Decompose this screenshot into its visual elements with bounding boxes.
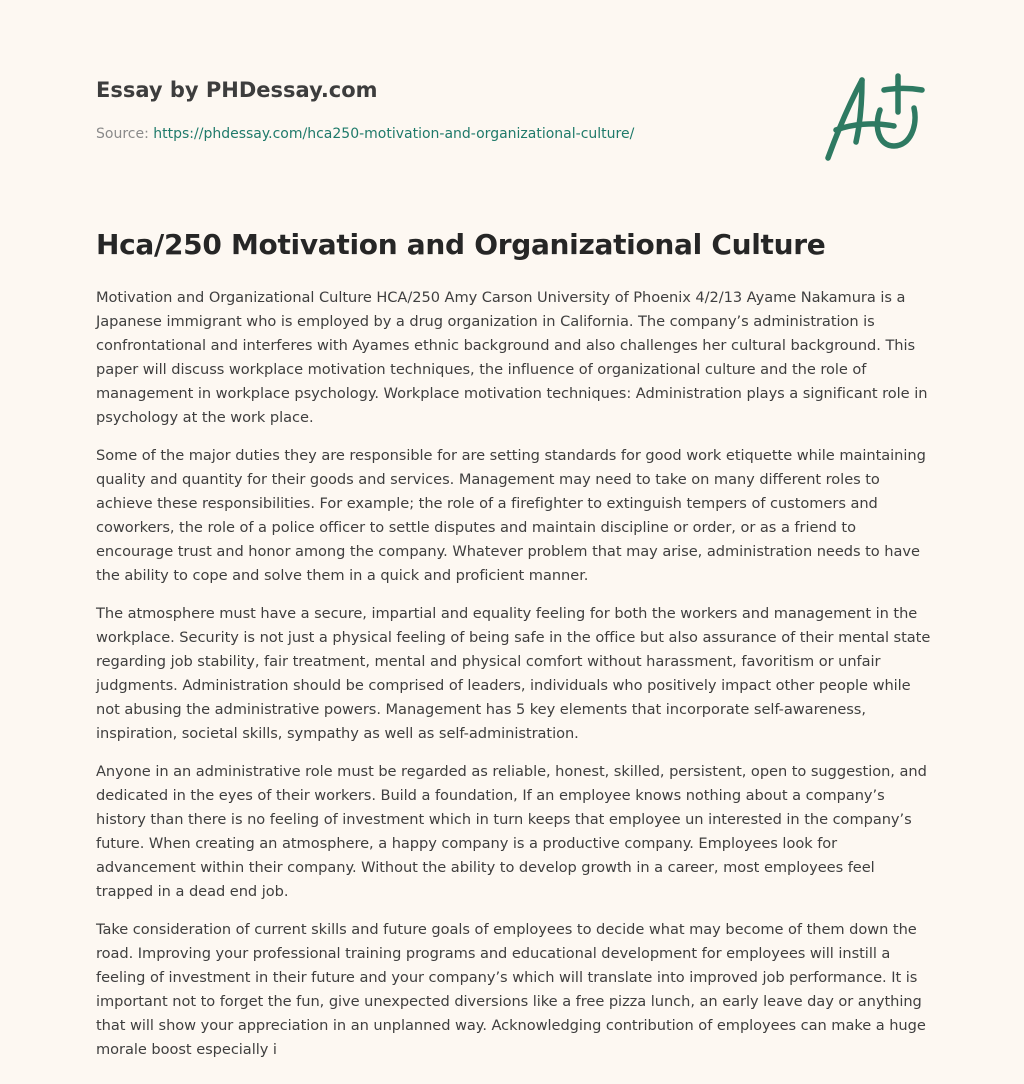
source-link[interactable]: https://phdessay.com/hca250-motivation-and-organizational-culture/ bbox=[153, 126, 635, 142]
essay-paragraph: Anyone in an administrative role must be regarded as reliable, honest, skilled, persistent, open to suggestion, and dedicated in the eyes of their workers. Build a foundation, If an employee knows nothing about a company’s history than there is no feeling of investment which in turn keeps that employee un interested in the company’s future. When creating an atmosphere, a happy company is a productive company. Employees look for advancement within their company. Without the ability to develop growth in a career, most employees feel trapped in a dead end job. bbox=[96, 763, 927, 900]
essay-title: Hca/250 Motivation and Organizational Culture bbox=[96, 228, 826, 261]
source-line bbox=[96, 124, 796, 144]
essay-paragraph: Some of the major duties they are responsible for are setting standards for good work etiquette while maintaining quality and quantity for their goods and services. Management may need to take on many different roles to achieve these responsibilities. For example; the role of a firefighter to extinguish tempers of customers and coworkers, the role of a police officer to settle disputes and maintain discipline or order, or as a friend to encourage trust and honor among the company. Whatever problem that may arise, administration needs to have the ability to cope and solve them in a quick and proficient manner. bbox=[96, 447, 926, 584]
essay-body bbox=[96, 286, 936, 1076]
page-header bbox=[96, 76, 796, 144]
source-label: Source: bbox=[96, 126, 154, 142]
a-plus-logo-icon bbox=[818, 66, 930, 166]
essay-paragraph: Motivation and Organizational Culture HCA/250 Amy Carson University of Phoenix 4/2/13 Ayame Nakamura is a Japanese immigrant who is employed by a drug organization in California. The company’s administration is confrontational and interferes with Ayames ethnic background and also challenges her cultural background. This paper will discuss workplace motivation techniques, the influence of organizational culture and the role of management in workplace psychology. Workplace motivation techniques: Administration plays a significant role in psychology at the work place. bbox=[96, 289, 928, 426]
essay-paragraph: Take consideration of current skills and future goals of employees to decide what may become of them down the road. Improving your professional training programs and educational development for employees will instill a feeling of investment in their future and your company’s which will translate into improved job performance. It is important not to forget the fun, give unexpected diversions like a free pizza lunch, an early leave day or anything that will show your appreciation in an unplanned way. Acknowledging contribution of employees can make a huge morale boost especially i bbox=[96, 921, 926, 1058]
essay-paragraph: The atmosphere must have a secure, impartial and equality feeling for both the workers and management in the workplace. Security is not just a physical feeling of being safe in the office but also assurance of their mental state regarding job stability, fair treatment, mental and physical comfort without harassment, favoritism or unfair judgments. Administration should be comprised of leaders, individuals who positively impact other people while not abusing the administrative powers. Management has 5 key elements that incorporate self-awareness, inspiration, societal skills, sympathy as well as self-administration. bbox=[96, 605, 931, 742]
site-brand: Essay by PHDessay.com bbox=[96, 78, 378, 102]
